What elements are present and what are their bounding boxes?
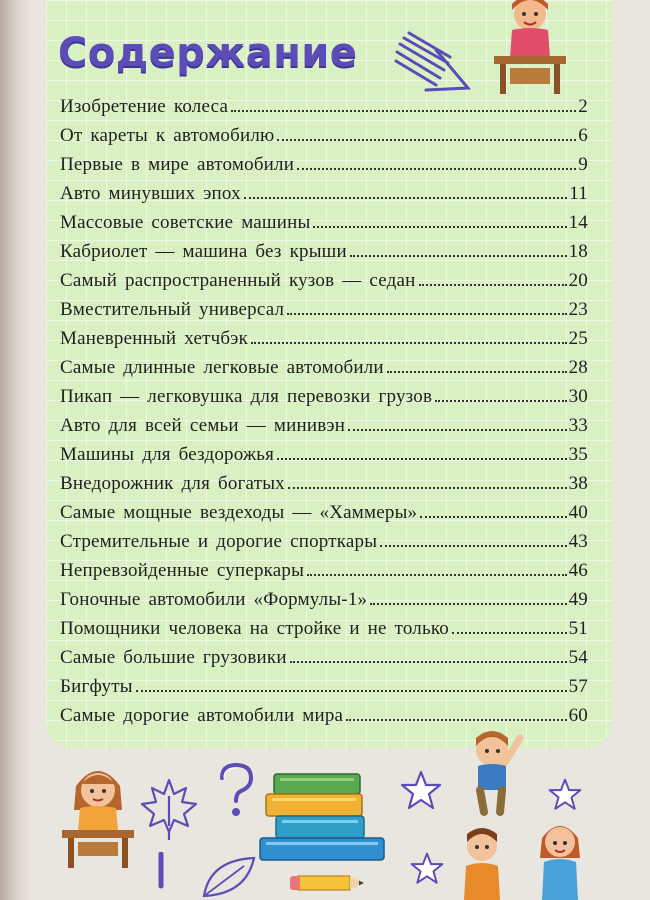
dot-leader xyxy=(244,197,567,199)
toc-entry-title: Авто для всей семьи — минивэн xyxy=(60,415,346,436)
dot-leader xyxy=(313,226,566,228)
toc-entry-title: Гоночные автомобили «Формулы-1» xyxy=(60,589,368,610)
toc-entry-title: Авто минувших эпох xyxy=(60,183,241,204)
dot-leader xyxy=(420,516,566,518)
dot-leader xyxy=(370,603,566,605)
toc-entry-title: Непревзойденные суперкары xyxy=(60,560,305,581)
toc-entry[interactable] xyxy=(60,357,588,386)
toc-entry-title: Самые длинные легковые автомобили xyxy=(60,357,384,378)
dot-leader xyxy=(380,545,566,547)
toc-entry-page: 28 xyxy=(568,357,588,378)
dot-leader xyxy=(277,458,566,460)
toc-entry[interactable] xyxy=(60,502,588,531)
toc-entry[interactable] xyxy=(60,444,588,473)
toc-entry-title: От кареты к автомобилю xyxy=(60,125,275,146)
books-stack-icon xyxy=(256,770,392,866)
toc-entry[interactable] xyxy=(60,328,588,357)
star-icon xyxy=(400,770,442,812)
toc-entry[interactable] xyxy=(60,299,588,328)
toc-entry-page: 20 xyxy=(568,270,588,291)
question-mark-icon xyxy=(214,762,258,820)
dot-leader xyxy=(387,371,567,373)
toc-entry[interactable] xyxy=(60,154,588,183)
toc-entry-page: 49 xyxy=(568,589,588,610)
arrow-down-right-icon xyxy=(392,30,478,96)
toc-entry-page: 57 xyxy=(568,676,588,697)
pencil-icon xyxy=(288,872,366,894)
toc-entry-page: 14 xyxy=(568,212,588,233)
toc-entry-title: Самые дорогие автомобили мира xyxy=(60,705,344,726)
toc-entry[interactable] xyxy=(60,96,588,125)
toc-entry-title: Вместительный универсал xyxy=(60,299,285,320)
toc-entry[interactable] xyxy=(60,473,588,502)
leaf-icon xyxy=(200,854,258,900)
table-of-contents xyxy=(60,96,588,734)
toc-entry-page: 54 xyxy=(568,647,588,668)
page-title: Содержание xyxy=(58,30,358,76)
toc-entry[interactable] xyxy=(60,415,588,444)
toc-entry-title: Машины для бездорожья xyxy=(60,444,275,465)
dot-leader xyxy=(348,429,566,431)
maple-leaf-icon xyxy=(138,776,200,842)
toc-entry[interactable] xyxy=(60,270,588,299)
toc-entry-title: Первые в мире автомобили xyxy=(60,154,295,175)
toc-entry-page: 60 xyxy=(568,705,588,726)
child-at-desk-illustration xyxy=(490,0,570,96)
dot-leader xyxy=(251,342,567,344)
toc-entry-title: Пикап — легковушка для перевозки грузов xyxy=(60,386,433,407)
child-standing-illustration xyxy=(532,820,588,900)
toc-entry-page: 23 xyxy=(568,299,588,320)
child-at-desk-illustration xyxy=(60,760,136,870)
toc-entry-page: 18 xyxy=(568,241,588,262)
toc-entry-page: 6 xyxy=(578,125,588,146)
dot-leader xyxy=(452,632,567,634)
toc-entry-page: 40 xyxy=(568,502,588,523)
toc-entry-title: Самые большие грузовики xyxy=(60,647,287,668)
toc-entry[interactable] xyxy=(60,212,588,241)
toc-entry[interactable] xyxy=(60,676,588,705)
toc-entry-title: Массовые советские машины xyxy=(60,212,311,233)
star-icon xyxy=(410,852,444,886)
toc-entry-title: Кабриолет — машина без крыши xyxy=(60,241,347,262)
toc-entry-page: 43 xyxy=(568,531,588,552)
exclamation-mark-icon xyxy=(152,852,170,900)
toc-entry-title: Бигфуты xyxy=(60,676,133,697)
toc-entry-page: 9 xyxy=(578,154,588,175)
toc-entry[interactable] xyxy=(60,589,588,618)
toc-entry-page: 35 xyxy=(568,444,588,465)
toc-entry-title: Изобретение колеса xyxy=(60,96,229,117)
toc-entry-title: Помощники человека на стройке и не только xyxy=(60,618,449,639)
toc-entry-page: 38 xyxy=(568,473,588,494)
toc-entry[interactable] xyxy=(60,183,588,212)
toc-entry[interactable] xyxy=(60,618,588,647)
child-climbing-illustration xyxy=(458,728,528,818)
dot-leader xyxy=(136,690,567,692)
toc-entry-page: 30 xyxy=(568,386,588,407)
toc-entry-page: 33 xyxy=(568,415,588,436)
toc-entry[interactable] xyxy=(60,125,588,154)
toc-entry-page: 2 xyxy=(578,96,588,117)
page-edge xyxy=(0,0,36,900)
dot-leader xyxy=(277,139,576,141)
dot-leader xyxy=(297,168,576,170)
toc-entry-title: Маневренный хетчбэк xyxy=(60,328,249,349)
child-thinking-illustration xyxy=(454,826,510,900)
dot-leader xyxy=(419,284,567,286)
toc-entry-title: Стремительные и дорогие спорткары xyxy=(60,531,378,552)
toc-entry-title: Внедорожник для богатых xyxy=(60,473,285,494)
toc-entry[interactable] xyxy=(60,386,588,415)
toc-entry-page: 46 xyxy=(568,560,588,581)
toc-entry[interactable] xyxy=(60,647,588,676)
toc-entry[interactable] xyxy=(60,560,588,589)
dot-leader xyxy=(435,400,566,402)
dot-leader xyxy=(231,110,576,112)
toc-entry-title: Самые мощные вездеходы — «Хаммеры» xyxy=(60,502,418,523)
dot-leader xyxy=(287,313,566,315)
dot-leader xyxy=(346,719,566,721)
star-icon xyxy=(548,778,582,812)
toc-entry-page: 11 xyxy=(569,183,588,204)
toc-entry[interactable] xyxy=(60,241,588,270)
toc-entry-title: Самый распространенный кузов — седан xyxy=(60,270,416,291)
toc-entry[interactable] xyxy=(60,531,588,560)
toc-entry-page: 51 xyxy=(568,618,588,639)
dot-leader xyxy=(288,487,567,489)
toc-entry-page: 25 xyxy=(568,328,588,349)
dot-leader xyxy=(290,661,567,663)
dot-leader xyxy=(350,255,567,257)
dot-leader xyxy=(307,574,566,576)
